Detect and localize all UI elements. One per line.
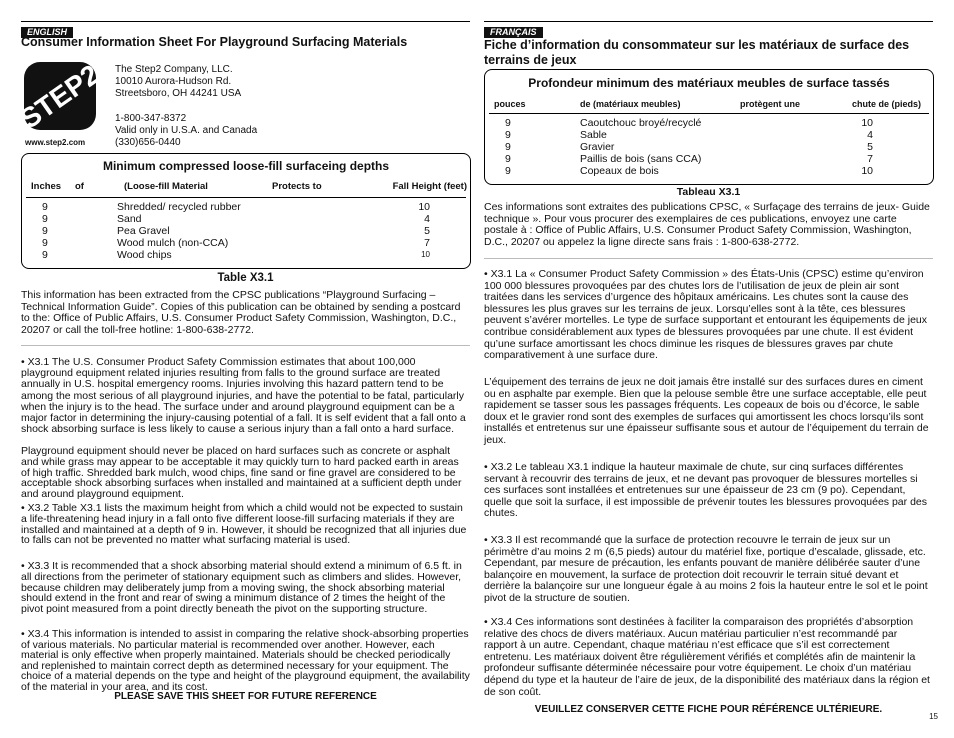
save-sheet-notice: PLEASE SAVE THIS SHEET FOR FUTURE REFERENCE — [114, 691, 377, 702]
paragraph-hard-surfaces: Playground equipment should never be placed on hard surfaces such as concrete or asphalt and while grass may appear to be acceptable it may quickly turn to hard packed earth in areas of high traffic. Shredded bark mulch, wood chips, fine sand or fine gravel are considered to be acceptable shock absorbing surfaces when installed and maintained at a sufficient depth under and around playground equipment. — [21, 445, 462, 501]
table-row: 9 9 9 9 9 — [42, 201, 48, 261]
svg-text:STEP2: STEP2 — [14, 58, 105, 135]
website-link[interactable]: www.step2.com — [25, 138, 86, 147]
french-depth-table: Profondeur minimum des matériaux meubles de surface tassés pouces de (matériaux meubles) protègent une chute de (pieds) 9 9 9 9 9 Caoutchouc broyé/recyclé Sable Gravier Paillis de bois (sans CCA) Copeaux de bois 10 4 5 7 10 — [484, 69, 934, 185]
paragraph-x3-4: • X3.4 This information is intended to assist in comparing the relative shock-absorbing properties of various materials. No particular material is recommended over another. However, each material is only effective when properly maintained. Materials should be checked periodically and replenished to maintain correct depth as determined necessary for your equipment. The choice of a material depends on the type and height of the playground equipment, the availability of the material in your area, and its cost. — [21, 628, 470, 693]
table-title: Profondeur minimum des matériaux meubles de surface tassés — [528, 76, 890, 90]
intro-paragraph: Ces informations sont extraites des publications CPSC, « Surfaçage des terrains de jeux- Guide technique ». Pour vous procurer des exemplaires de ces publications, envoyez une carte postale à : Office of Public Affairs, U.S. Consumer Product Safety Commission, Washington, D.C., 20207 ou appelez la ligne directe sans frais : 1-800-638-2772. — [484, 201, 930, 248]
intro-paragraph: This information has been extracted from the CPSC publications “Playground Surfacing – Technical Information Guide”. Copies of this publication can be obtained by sending a postcard to the: Office of Public Affairs, U.S. Consumer Product Safety Commission, Washington, D.C., 20207 or call the toll-free hotline: 1-800-638-2772. — [21, 289, 461, 336]
table-row: 9 9 9 9 9 — [505, 117, 511, 177]
language-tag: FRANÇAIS — [484, 21, 933, 34]
french-title: Fiche d’information du consommateur sur les matériaux de surface des terrains de jeux — [484, 38, 910, 67]
table-title: Minimum compressed loose-fill surfaceing depths — [102, 159, 390, 173]
table-caption: Table X3.1 — [217, 272, 274, 284]
table-caption: Tableau X3.1 — [676, 186, 741, 198]
paragraph-x3-2: • X3.2 Table X3.1 lists the maximum height from which a child would not be expected to sustain a life-threatening head injury in a fall onto five different loose-fill surfacing materials if they are installed and maintained at a depth of 9 in. However, it should be recognized that all injuries due to falls can not be prevented no matter what surfacing material is used. — [21, 502, 467, 547]
paragraph-x3-3: • X3.3 Il est recommandé que la surface de protection recouvre le terrain de jeux sur un périmètre d’au moins 2 m (6,5 pieds) autour du matériel fixe, portique d’escalade, glissade, etc. Cependant, par mesure de précaution, les enfants pouvant de manière délibérée sauter d’une balançoire en mouvement, la surface de protection doit recouvrir le terrain situé devant et derrière la balançoire sur une longueur égale à au moins 2 fois la hauteur entre le sol et le point pivot de la structure de soutien. — [484, 534, 928, 604]
paragraph-x3-4: • X3.4 Ces informations sont destinées à faciliter la comparaison des propriétés d’absorption relative des chocs de divers matériaux. Aucun matériau particulier n’est recommandé par rapport à un autre. Cependant, chaque matériau n’est efficace que s’il est correctement entretenu. Les matériaux doivent être régulièrement vérifiés et complétés afin de maintenir la profondeur suffisante déterminée nécessaire pour votre équipement. Le choix d’un matériau dépend du type et la hauteur de l’aire de jeux, de la disponibilité des matériaux dans la région et de son coût. — [484, 616, 930, 698]
english-title: Consumer Information Sheet For Playground Surfacing Materials — [21, 35, 408, 49]
paragraph-x3-1: • X3.1 The U.S. Consumer Product Safety Commission estimates that about 100,000 playground equipment related injuries resulting from falls to the ground surface are treated annually in U.S. hospital emergency rooms. Injuries involving this hazard pattern tend to be among the most serious of all playground injuries, and have the potential to be fatal, particularly when the injury is to the head. The surface under and around playground equipment can be a major factor in determining the injury-causing potential of a fall. It is self evident that a fall onto a shock absorbing surface is less likely to cause a serious injury than a fall onto a hard surface. — [21, 356, 466, 436]
paragraph-x3-3: • X3.3 It is recommended that a shock absorbing material should extend a minimum of 6.5 ft. in all directions from the perimeter of stationary equipment such as climbers and slides. However, because children may deliberately jump from a moving swing, the shock absorbing material should extend in the front and rear of swing a minimum distance of 2 times the height of the pivot point measured from a point directly beneath the pivot on the supporting structure. — [21, 560, 462, 616]
step2-logo-icon — [14, 58, 105, 135]
paragraph-x3-2: • X3.2 Le tableau X3.1 indique la hauteur maximale de chute, sur cinq surfaces différentes servant à recouvrir des terrains de jeux, et ne devant pas provoquer de blessures mortelles si ces surfaces sont installées et entretenues sur une épaisseur de 23 cm (9 po). Cependant, quelle que soit la surface, il est impossible de prévenir toutes les blessures provoquées par des chutes. — [484, 461, 927, 520]
english-depth-table: Minimum compressed loose-fill surfaceing depths Inches of (Loose-fill Material Protects to Fall Height (feet) 9 9 9 9 9 Shredded/ recycled rubber Sand Pea Gravel Wood mulch (non-CCA) Wood chips 10 4 5 7 10 — [21, 153, 471, 269]
company-address: The Step2 Company, LLC. 10010 Aurora-Hudson Rd. Streetsboro, OH 44241 USA 1-800-347-8372 Valid only in U.S.A. and Canada (330)656-0440 — [115, 64, 258, 148]
paragraph-x3-1: • X3.1 La « Consumer Product Safety Commission » des États-Unis (CPSC) estime qu’environ 100 000 blessures provoquées par des chutes lors de l’utilisation de jeux de plein air sont traitées dans les services d’urgence des hôpitaux américains. Les chutes sont la cause des blessures les plus graves sur les terrains de jeux. Lorsqu’elles sont à la tête, ces blessures peuvent s’avérer mortelles. Le type de surface supportant et entourant les équipements de jeux contribue considérablement aux types de blessures provoquées par une chute. Il est évident qu’une surface amortissant les chocs diminue les risques de blessures graves par chute comparativement à une surface dure. — [484, 268, 928, 362]
save-sheet-notice: VEUILLEZ CONSERVER CETTE FICHE POUR RÉFÉRENCE ULTÉRIEURE. — [534, 704, 883, 715]
language-tag: ENGLISH — [21, 21, 470, 34]
page-number: 15 — [929, 712, 938, 721]
paragraph-hard-surfaces: L’équipement des terrains de jeux ne doit jamais être installé sur des surfaces dures en ciment ou en asphalte par exemple. Bien que la pelouse semble être une surface acceptable, elle peut rapidement se tasser sous les passages fréquents. Les copeaux de bois ou d’écorce, le sable doux et le gravier rond sont des exemples de surfaces qui amortissent les chocs lorsqu’ils sont installés et entretenus sur une épaisseur suffisante sous et autour de l’équipement du terrain de jeux. — [484, 376, 929, 446]
